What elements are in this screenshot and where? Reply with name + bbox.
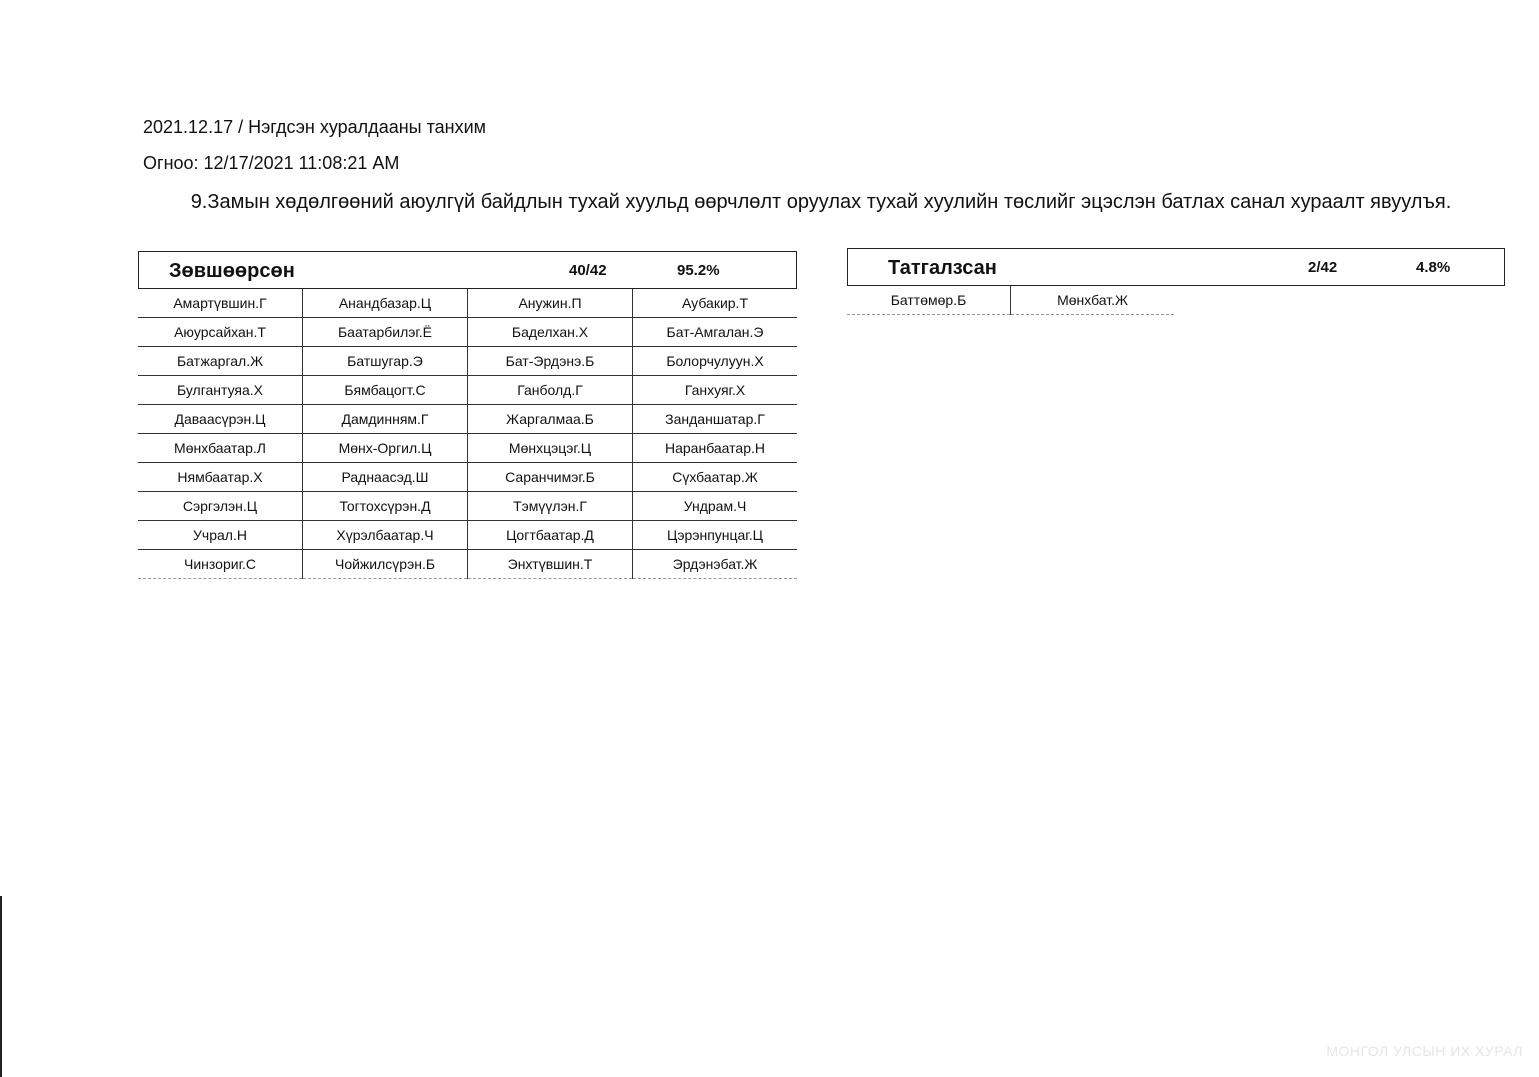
reject-header (847, 248, 1505, 286)
timestamp-line: Огноо: 12/17/2021 11:08:21 AM (143, 153, 400, 173)
member-name-cell: Анужин.П (468, 289, 633, 318)
member-name-cell: Даваасүрэн.Ц (138, 405, 303, 434)
member-name-cell: Жаргалмаа.Б (468, 405, 633, 434)
approve-title: Зөвшөөрсөн (169, 260, 295, 282)
member-name-cell: Баатарбилэг.Ё (303, 318, 468, 347)
table-row (138, 550, 797, 579)
table-row (138, 434, 797, 463)
table-row (138, 347, 797, 376)
member-name-cell: Учрал.Н (138, 521, 303, 550)
watermark: МОНГОЛ УЛСЫН ИХ ХУРАЛ (1326, 1043, 1523, 1059)
member-name-cell: Баттөмөр.Б (847, 286, 1011, 315)
member-name-cell: Цэрэнпунцаг.Ц (633, 521, 798, 550)
member-name-cell: Сүхбаатар.Ж (633, 463, 798, 492)
member-name-cell: Раднаасэд.Ш (303, 463, 468, 492)
member-name-cell: Ганхуяг.Х (633, 376, 798, 405)
date-location-line: 2021.12.17 / Нэгдсэн хуралдааны танхим (143, 117, 487, 137)
member-name-cell: Дамдинням.Г (303, 405, 468, 434)
table-row (138, 376, 797, 405)
member-name-cell: Наранбаатар.Н (633, 434, 798, 463)
member-name-cell: Анандбазар.Ц (303, 289, 468, 318)
approve-percent: 95.2% (677, 262, 720, 279)
member-name-cell: Энхтүвшин.Т (468, 550, 633, 579)
member-name-cell: Чинзориг.С (138, 550, 303, 579)
member-name-cell: Мөнхбаатар.Л (138, 434, 303, 463)
member-name-cell: Ганболд.Г (468, 376, 633, 405)
member-name-cell: Аубакир.Т (633, 289, 798, 318)
vote-question: 9.Замын хөдөлгөөний аюулгүй байдлын тухай хуульд өөрчлөлт оруулах тухай хуулийн төслийг эцэслэн батлах санал хураалт явуулъя. (190, 191, 1452, 213)
member-name-cell: Амартүвшин.Г (138, 289, 303, 318)
member-name-cell: Бямбацогт.С (303, 376, 468, 405)
table-row (847, 286, 1174, 315)
reject-percent: 4.8% (1416, 259, 1451, 276)
member-name-cell: Сэргэлэн.Ц (138, 492, 303, 521)
scan-edge-line (0, 896, 2, 1077)
member-name-cell: Саранчимэг.Б (468, 463, 633, 492)
member-name-cell: Батшугар.Э (303, 347, 468, 376)
member-name-cell: Бат-Эрдэнэ.Б (468, 347, 633, 376)
member-name-cell: Бат-Амгалан.Э (633, 318, 798, 347)
member-name-cell: Баделхан.Х (468, 318, 633, 347)
table-row (138, 463, 797, 492)
member-name-cell: Мөнхбат.Ж (1011, 286, 1175, 315)
reject-member-table (847, 286, 1174, 315)
member-name-cell: Чойжилсүрэн.Б (303, 550, 468, 579)
member-name-cell: Занданшатар.Г (633, 405, 798, 434)
member-name-cell: Аюурсайхан.Т (138, 318, 303, 347)
member-name-cell: Тогтохсүрэн.Д (303, 492, 468, 521)
table-row (138, 405, 797, 434)
member-name-cell: Хүрэлбаатар.Ч (303, 521, 468, 550)
member-name-cell: Нямбаатар.Х (138, 463, 303, 492)
table-row (138, 318, 797, 347)
table-row (138, 521, 797, 550)
member-name-cell: Эрдэнэбат.Ж (633, 550, 798, 579)
member-name-cell: Болорчулуун.Х (633, 347, 798, 376)
approve-member-table (138, 289, 797, 579)
table-row (138, 492, 797, 521)
member-name-cell: Мөнх-Оргил.Ц (303, 434, 468, 463)
member-name-cell: Тэмүүлэн.Г (468, 492, 633, 521)
member-name-cell: Мөнхцэцэг.Ц (468, 434, 633, 463)
reject-count: 2/42 (1308, 259, 1338, 276)
member-name-cell: Булгантуяа.Х (138, 376, 303, 405)
member-name-cell: Ундрам.Ч (633, 492, 798, 521)
approve-header (138, 251, 797, 289)
table-row (138, 289, 797, 318)
reject-title: Татгалзсан (888, 257, 997, 279)
member-name-cell: Батжаргал.Ж (138, 347, 303, 376)
approve-count: 40/42 (569, 262, 607, 279)
member-name-cell: Цогтбаатар.Д (468, 521, 633, 550)
